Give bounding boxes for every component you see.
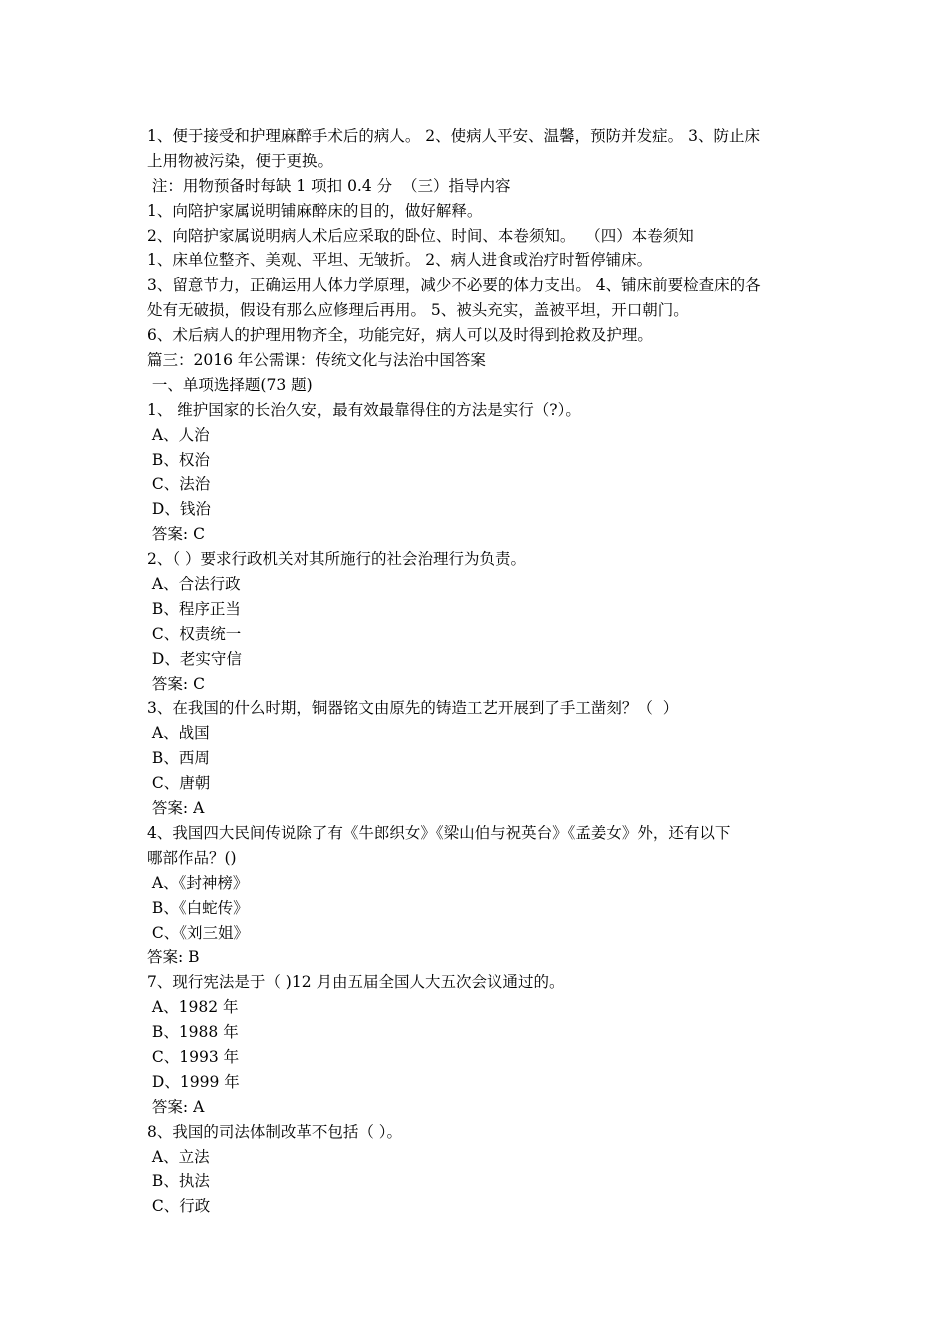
option: D、钱治 (147, 500, 211, 519)
option: C、1993 年 (147, 1047, 240, 1066)
document-body (147, 124, 812, 1219)
answer: 答案: C (147, 525, 205, 544)
option: B、1988 年 (147, 1023, 239, 1042)
option: D、老实守信 (147, 649, 242, 668)
option: B、权治 (147, 450, 210, 469)
text-line: 处有无破损，假设有那么应修理后再用。 5、被头充实，盖被平坦，开口朝门。 (147, 301, 689, 320)
question: 8、我国的司法体制改革不包括（ ）。 (147, 1122, 403, 1141)
option: A、1982 年 (147, 998, 239, 1017)
text-line: 6、术后病人的护理用物齐全，功能完好，病人可以及时得到抢救及护理。 (147, 326, 653, 345)
answer: 答案: C (147, 674, 205, 693)
text-line: 注：用物预备时每缺 1 项扣 0.4 分 （三）指导内容 (147, 176, 511, 195)
text-line: 上用物被污染，便于更换。 (147, 151, 334, 170)
option: B、程序正当 (147, 599, 241, 618)
section-subheading: 一、单项选择题(73 题) (147, 375, 313, 394)
option: C、行政 (147, 1197, 211, 1216)
answer: 答案: B (147, 948, 200, 967)
option: C、唐朝 (147, 774, 211, 793)
text-line: 1、便于接受和护理麻醉手术后的病人。 2、使病人平安、温馨，预防并发症。 3、防止床 (147, 127, 760, 145)
option: B、西周 (147, 749, 210, 768)
option: C、权责统一 (147, 624, 242, 643)
option: D、1999 年 (147, 1072, 240, 1091)
question: 2、（ ）要求行政机关对其所施行的社会治理行为负责。 (147, 550, 527, 569)
question: 3、在我国的什么时期，铜器铭文由原先的铸造工艺开展到了手工凿刻？（ ） (147, 699, 679, 718)
option: A、《封神榜》 (147, 873, 249, 892)
question-continued: 哪部作品？() (147, 848, 237, 867)
option: A、合法行政 (147, 575, 241, 594)
answer: 答案: A (147, 1097, 205, 1116)
option: B、执法 (147, 1172, 210, 1191)
text-line: 1、床单位整齐、美观、平坦、无皱折。 2、病人进食或治疗时暂停铺床。 (147, 251, 653, 270)
text-line: 3、留意节力，正确运用人体力学原理，减少不必要的体力支出。 4、铺床前要检查床的各 (147, 276, 761, 295)
answer: 答案: A (147, 799, 205, 818)
text-line: 2、向陪护家属说明病人术后应采取的卧位、时间、本卷须知。 （四）本卷须知 (147, 226, 694, 245)
question: 4、我国四大民间传说除了有《牛郎织女》《梁山伯与祝英台》《孟姜女》外，还有以下 (147, 823, 731, 842)
question: 7、现行宪法是于（ )12 月由五届全国人大五次会议通过的。 (147, 973, 565, 992)
option: B、《白蛇传》 (147, 898, 249, 917)
option: C、《刘三姐》 (147, 923, 250, 942)
text-line: 1、向陪护家属说明铺麻醉床的目的，做好解释。 (147, 201, 483, 220)
option: A、战国 (147, 724, 210, 743)
question: 1、 维护国家的长治久安，最有效最靠得住的方法是实行（?）。 (147, 400, 581, 419)
option: A、立法 (147, 1147, 210, 1166)
section-heading: 篇三：2016 年公需课：传统文化与法治中国答案 (147, 351, 486, 370)
option: C、法治 (147, 475, 211, 494)
option: A、人治 (147, 425, 210, 444)
